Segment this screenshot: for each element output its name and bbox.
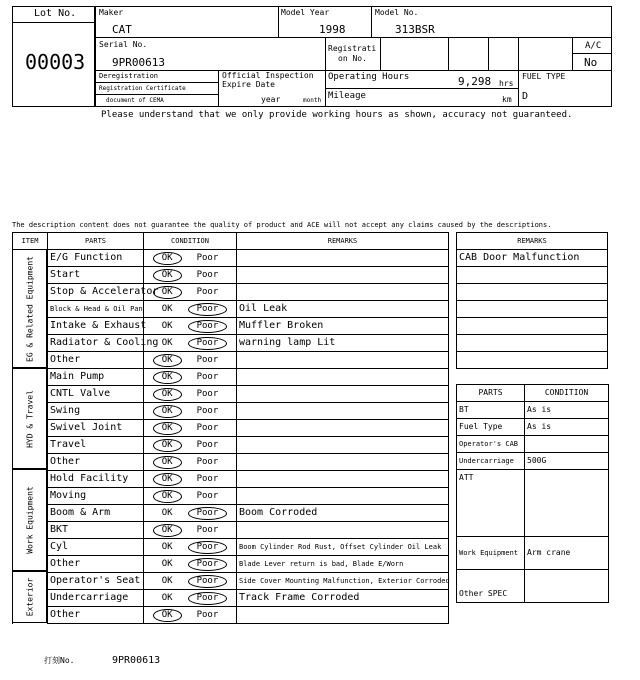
remark-cell xyxy=(237,488,449,505)
condition-cell xyxy=(144,267,237,284)
remarks-row xyxy=(457,284,608,301)
fuel-type-label: FUEL TYPE xyxy=(522,72,566,81)
lot-number: 00003 xyxy=(25,50,86,74)
condition-cell xyxy=(144,573,237,590)
table-row xyxy=(13,301,449,318)
table-row xyxy=(13,590,449,607)
poor-option: Poor xyxy=(188,575,228,588)
poor-option: Poor xyxy=(188,558,228,571)
table-row xyxy=(13,522,449,539)
ok-option: OK xyxy=(161,508,173,518)
poor-option: Poor xyxy=(196,389,219,399)
condition-cell xyxy=(144,607,237,624)
remark-cell xyxy=(237,420,449,437)
ok-option: OK xyxy=(153,286,182,299)
km-unit: km xyxy=(502,95,512,104)
maker-label: Maker xyxy=(99,8,124,17)
table-row xyxy=(13,437,449,454)
condition-part: Other SPEC xyxy=(457,570,525,603)
operating-hours-label: Operating Hours xyxy=(328,72,410,82)
ok-option: OK xyxy=(153,524,182,537)
part-name: Radiator & Cooling xyxy=(48,335,144,352)
remark-cell: Boom Corroded xyxy=(237,505,449,522)
condition-cell xyxy=(144,386,237,403)
condition-cell xyxy=(144,488,237,505)
remark-line xyxy=(457,318,608,335)
ok-option: OK xyxy=(161,593,173,603)
table-row xyxy=(13,335,449,352)
model-no-label: Model No. xyxy=(375,8,419,17)
cema-document-label: document of CEMA xyxy=(106,97,164,104)
stamp-number-label: 打刻No. xyxy=(44,656,75,665)
model-no-value: 313BSR xyxy=(395,23,435,36)
remark-cell xyxy=(237,352,449,369)
condition-value xyxy=(525,570,609,603)
remark-line xyxy=(457,335,608,352)
remark-cell: Muffler Broken xyxy=(237,318,449,335)
remark-line xyxy=(457,284,608,301)
condition-row xyxy=(457,402,609,419)
condition-cell xyxy=(144,522,237,539)
ac-value: No xyxy=(584,56,598,69)
remark-line xyxy=(457,267,608,284)
table-row xyxy=(13,284,449,301)
part-name: Moving xyxy=(48,488,144,505)
condition-value xyxy=(525,436,609,453)
ok-option: OK xyxy=(153,456,182,469)
condition-part: Work Equipment xyxy=(457,537,525,570)
remark-cell xyxy=(237,250,449,267)
part-name: Main Pump xyxy=(48,369,144,386)
item-header: ITEM xyxy=(13,233,48,250)
condition-cell xyxy=(144,301,237,318)
remark-line xyxy=(457,301,608,318)
condition-row xyxy=(457,436,609,453)
remarks-row xyxy=(457,335,608,352)
condition-row xyxy=(457,570,609,603)
right-condition-table xyxy=(456,384,609,603)
serial-value: 9PR00613 xyxy=(112,56,165,69)
part-name: Block & Head & Oil Pan xyxy=(48,301,144,318)
condition-cell xyxy=(144,505,237,522)
part-name: Swivel Joint xyxy=(48,420,144,437)
registration-label: Registrati xyxy=(328,44,377,53)
poor-option: Poor xyxy=(188,541,228,554)
condition-value: As is xyxy=(525,402,609,419)
condition-cell xyxy=(144,471,237,488)
part-name: Other xyxy=(48,352,144,369)
ok-option: OK xyxy=(153,354,182,367)
right-remarks-table xyxy=(456,232,608,369)
month-label: month xyxy=(303,97,322,104)
table-row xyxy=(13,488,449,505)
part-name: Other xyxy=(48,556,144,573)
table-row xyxy=(13,573,449,590)
part-name: Other xyxy=(48,454,144,471)
table-row xyxy=(13,607,449,624)
poor-option: Poor xyxy=(196,491,219,501)
table-row xyxy=(13,318,449,335)
hrs-unit: hrs xyxy=(499,79,514,88)
remark-cell xyxy=(237,607,449,624)
condition-value: As is xyxy=(525,419,609,436)
remark-cell: Track Frame Corroded xyxy=(237,590,449,607)
table-row xyxy=(13,471,449,488)
remarks-row xyxy=(457,250,608,267)
poor-option: Poor xyxy=(188,592,228,605)
maker-value: CAT xyxy=(112,23,132,36)
condition-cell xyxy=(144,454,237,471)
right-condition-header: CONDITION xyxy=(525,385,609,402)
condition-cell xyxy=(144,369,237,386)
part-name: Stop & Accelerator xyxy=(48,284,144,301)
remarks-header: REMARKS xyxy=(237,233,449,250)
group-work-equipment: Work Equipment xyxy=(12,469,47,571)
remark-cell xyxy=(237,437,449,454)
ok-option: OK xyxy=(153,405,182,418)
mileage-label: Mileage xyxy=(328,91,366,101)
poor-option: Poor xyxy=(196,355,219,365)
poor-option: Poor xyxy=(196,474,219,484)
poor-option: Poor xyxy=(196,253,219,263)
remark-cell: Side Cover Mounting Malfunction, Exterior Corroded xyxy=(237,573,449,590)
condition-value xyxy=(525,470,609,537)
condition-part: ATT xyxy=(457,470,525,537)
condition-cell xyxy=(144,335,237,352)
part-name: Hold Facility xyxy=(48,471,144,488)
ok-option: OK xyxy=(153,269,182,282)
remark-cell xyxy=(237,386,449,403)
ok-option: OK xyxy=(161,338,173,348)
condition-cell xyxy=(144,556,237,573)
table-row xyxy=(13,267,449,284)
ok-option: OK xyxy=(161,542,173,552)
poor-option: Poor xyxy=(188,303,228,316)
condition-row xyxy=(457,419,609,436)
group-eg-related: EG & Related Equipment xyxy=(12,249,47,368)
disclaimer: The description content does not guarantee the quality of product and ACE will not accept any claims caused by the descriptions. xyxy=(12,221,552,229)
condition-cell xyxy=(144,352,237,369)
poor-option: Poor xyxy=(196,406,219,416)
condition-cell xyxy=(144,539,237,556)
table-row xyxy=(13,556,449,573)
remark-cell: warning lamp Lit xyxy=(237,335,449,352)
group-hyd-travel: HYD & Travel xyxy=(12,368,47,469)
condition-cell xyxy=(144,437,237,454)
poor-option: Poor xyxy=(196,372,219,382)
table-row xyxy=(13,505,449,522)
table-row xyxy=(13,369,449,386)
poor-option: Poor xyxy=(196,457,219,467)
ok-option: OK xyxy=(153,422,182,435)
ok-option: OK xyxy=(153,609,182,622)
remark-cell xyxy=(237,454,449,471)
hours-notice: Please understand that we only provide working hours as shown, accuracy not guaranteed. xyxy=(101,110,573,120)
part-name: Operator's Seat xyxy=(48,573,144,590)
stamp-number-value: 9PR00613 xyxy=(112,655,161,666)
poor-option: Poor xyxy=(196,270,219,280)
registration-certificate-label: Registration Certificate xyxy=(99,85,186,92)
condition-row xyxy=(457,453,609,470)
condition-row xyxy=(457,537,609,570)
poor-option: Poor xyxy=(188,337,228,350)
condition-cell xyxy=(144,318,237,335)
remark-cell xyxy=(237,267,449,284)
table-row xyxy=(13,386,449,403)
remark-cell xyxy=(237,284,449,301)
registration-label-2: on No. xyxy=(338,54,367,63)
operating-hours-value: 9,298 xyxy=(458,75,492,88)
condition-cell xyxy=(144,250,237,267)
condition-header: CONDITION xyxy=(144,233,237,250)
remark-cell xyxy=(237,403,449,420)
remarks-row xyxy=(457,301,608,318)
poor-option: Poor xyxy=(188,507,228,520)
deregistration-label: Deregistration xyxy=(99,72,159,80)
table-row xyxy=(13,454,449,471)
condition-part: BT xyxy=(457,402,525,419)
condition-value: Arm crane xyxy=(525,537,609,570)
part-name: Swing xyxy=(48,403,144,420)
poor-option: Poor xyxy=(196,423,219,433)
ok-option: OK xyxy=(153,490,182,503)
ac-label: A/C xyxy=(585,41,602,51)
right-parts-header: PARTS xyxy=(457,385,525,402)
remark-line: CAB Door Malfunction xyxy=(457,250,608,267)
remark-cell xyxy=(237,369,449,386)
remark-cell: Oil Leak xyxy=(237,301,449,318)
inspection-label-2: Expire Date xyxy=(222,80,275,89)
ok-option: OK xyxy=(161,576,173,586)
poor-option: Poor xyxy=(196,525,219,535)
condition-value: 500G xyxy=(525,453,609,470)
ok-option: OK xyxy=(161,321,173,331)
condition-part: Fuel Type xyxy=(457,419,525,436)
group-exterior: Exterior xyxy=(12,571,47,623)
inspection-table-header xyxy=(13,233,449,250)
remark-cell: Blade Lever return is bad, Blade E/Worn xyxy=(237,556,449,573)
fuel-type-value: D xyxy=(522,91,529,102)
condition-part: Undercarriage xyxy=(457,453,525,470)
remarks-row xyxy=(457,318,608,335)
ok-option: OK xyxy=(161,559,173,569)
condition-cell xyxy=(144,403,237,420)
ok-option: OK xyxy=(153,371,182,384)
lot-label: Lot No. xyxy=(34,8,77,19)
inspection-table xyxy=(12,232,449,624)
table-row xyxy=(13,420,449,437)
model-year-label: Model Year xyxy=(281,8,330,17)
remark-cell xyxy=(237,522,449,539)
part-name: Other xyxy=(48,607,144,624)
ok-option: OK xyxy=(153,473,182,486)
poor-option: Poor xyxy=(196,287,219,297)
part-name: Undercarriage xyxy=(48,590,144,607)
ok-option: OK xyxy=(153,252,182,265)
table-row xyxy=(13,250,449,267)
right-remarks-header: REMARKS xyxy=(457,233,608,250)
model-year-value: 1998 xyxy=(319,23,346,36)
part-name: Start xyxy=(48,267,144,284)
ok-option: OK xyxy=(161,304,173,314)
table-row xyxy=(13,403,449,420)
condition-row xyxy=(457,470,609,537)
condition-cell xyxy=(144,590,237,607)
poor-option: Poor xyxy=(188,320,228,333)
ok-option: OK xyxy=(153,439,182,452)
ok-option: OK xyxy=(153,388,182,401)
part-name: E/G Function xyxy=(48,250,144,267)
serial-label: Serial No. xyxy=(99,40,148,49)
inspection-label: Official Inspection xyxy=(222,71,314,80)
part-name: Intake & Exhaust xyxy=(48,318,144,335)
remark-cell xyxy=(237,471,449,488)
part-name: CNTL Valve xyxy=(48,386,144,403)
part-name: BKT xyxy=(48,522,144,539)
table-row xyxy=(13,539,449,556)
remark-cell: Boom Cylinder Rod Rust, Offset Cylinder Oil Leak xyxy=(237,539,449,556)
remarks-row xyxy=(457,267,608,284)
poor-option: Poor xyxy=(196,610,219,620)
remarks-row xyxy=(457,352,608,369)
poor-option: Poor xyxy=(196,440,219,450)
part-name: Boom & Arm xyxy=(48,505,144,522)
condition-part: Operator's CAB xyxy=(457,436,525,453)
condition-cell xyxy=(144,420,237,437)
year-label: year xyxy=(261,95,281,104)
remark-line xyxy=(457,352,608,369)
parts-header: PARTS xyxy=(48,233,144,250)
part-name: Travel xyxy=(48,437,144,454)
table-row xyxy=(13,352,449,369)
part-name: Cyl xyxy=(48,539,144,556)
condition-cell xyxy=(144,284,237,301)
